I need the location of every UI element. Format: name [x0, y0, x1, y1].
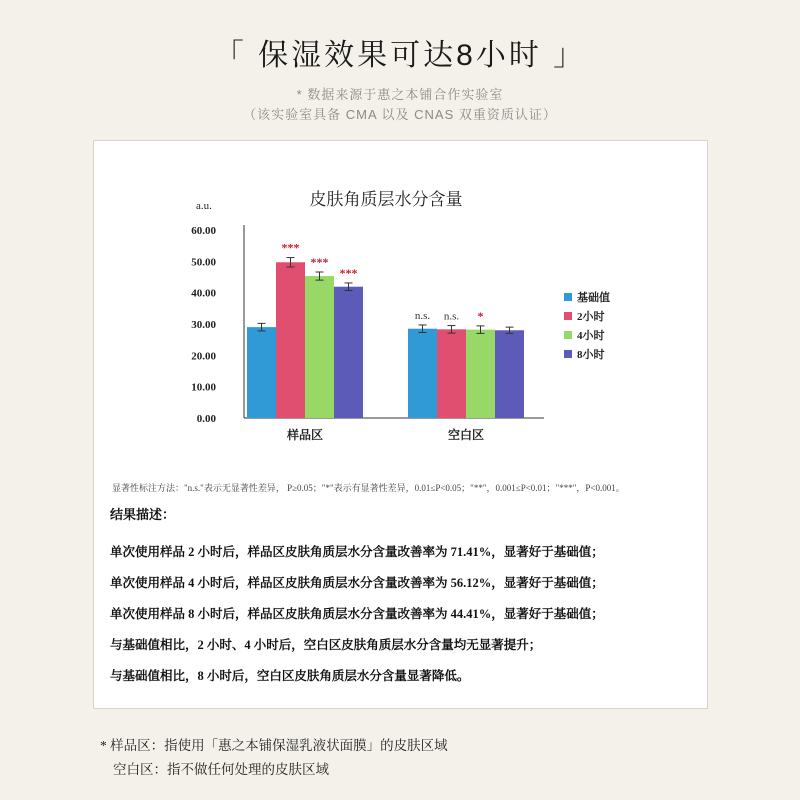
legend-swatch [564, 293, 572, 301]
result-line: 单次使用样品 4 小时后，样品区皮肤角质层水分含量改善率为 56.12%，显著好于基础值； [110, 576, 604, 590]
significance-mark: n.s. [443, 310, 460, 323]
page-title: 「 保湿效果可达8小时 」 [213, 39, 587, 72]
significance-mark: *** [310, 254, 329, 269]
moisture-chart [94, 141, 707, 471]
report-card [93, 140, 708, 709]
legend-swatch [564, 312, 572, 320]
bar [305, 276, 334, 418]
legend-label: 基础值 [577, 292, 610, 304]
x-category-label: 样品区 [286, 428, 324, 442]
bar [276, 262, 305, 418]
legend-swatch [564, 331, 572, 339]
y-tick-label: 10.00 [191, 381, 216, 394]
source-note: * 数据来源于惠之本铺合作实验室 [296, 87, 504, 102]
result-line: 与基础值相比，8 小时后，空白区皮肤角质层水分含量显著降低。 [110, 669, 470, 683]
bar [495, 330, 524, 418]
y-tick-label: 30.00 [191, 319, 216, 331]
bar [247, 327, 276, 418]
significance-mark: n.s. [414, 309, 431, 322]
chart-title: 皮肤角质层水分含量 [309, 190, 463, 209]
significance-mark: *** [339, 265, 358, 280]
footnote-blank-area: 空白区：指不做任何处理的皮肤区域 [113, 762, 329, 777]
y-axis-label: a.u. [196, 200, 212, 212]
legend-label: 8小时 [577, 349, 605, 361]
significance-mark: *** [281, 240, 300, 255]
significance-note: 显著性标注方法："n.s."表示无显著性差异， P≥0.05；"*"表示有显著性差异，0.01≤P<0.05；"**"，0.001≤P<0.01；"***"，P<0.001。 [112, 483, 625, 493]
footnote [100, 734, 448, 782]
bar [408, 329, 437, 418]
y-tick-label: 50.00 [191, 256, 216, 269]
y-tick-label: 20.00 [191, 350, 216, 363]
certification-note: （该实验室具备 CMA 以及 CNAS 双重资质认证） [243, 107, 557, 122]
x-category-label: 空白区 [447, 428, 485, 442]
result-line: 单次使用样品 2 小时后，样品区皮肤角质层水分含量改善率为 71.41%，显著好于基础值； [110, 545, 604, 559]
y-tick-label: 60.00 [191, 225, 216, 237]
y-tick-label: 40.00 [191, 287, 216, 300]
results-section [110, 504, 700, 692]
footnote-sample-area: * 样品区：指使用「惠之本铺保湿乳液状面膜」的皮肤区域 [100, 738, 448, 753]
bar [466, 330, 495, 418]
legend-label: 4小时 [577, 330, 605, 342]
legend-label: 2小时 [577, 311, 605, 323]
bar [334, 287, 363, 418]
result-line: 与基础值相比，2 小时、4 小时后，空白区皮肤角质层水分含量均无显著提升； [110, 638, 542, 652]
result-line: 单次使用样品 8 小时后，样品区皮肤角质层水分含量改善率为 44.41%，显著好于基础值； [110, 607, 604, 621]
y-tick-label: 0.00 [196, 413, 216, 425]
legend-swatch [564, 350, 572, 358]
significance-mark: * [477, 308, 484, 323]
results-title: 结果描述： [110, 507, 176, 522]
bar [437, 329, 466, 418]
